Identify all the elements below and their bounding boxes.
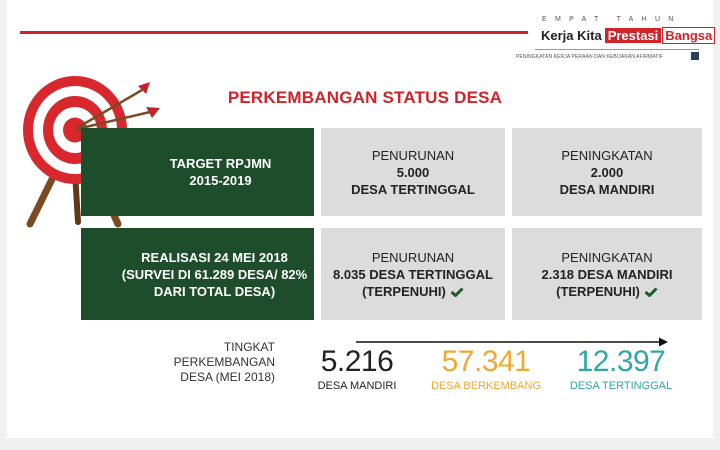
realisasi-box — [81, 228, 314, 320]
realisasi-penurunan-status-row — [333, 283, 493, 300]
realisasi-line-2: (SURVEI DI 61.289 DESA/ 82% — [121, 266, 308, 282]
brand-kerja-kita: Kerja Kita — [541, 28, 602, 43]
realisasi-peningkatan-value: 2.318 DESA MANDIRI — [541, 266, 673, 282]
target-penurunan-heading: PENURUNAN — [371, 147, 455, 163]
realisasi-penurunan-box — [321, 228, 505, 320]
target-peningkatan-heading: PENINGKATAN — [561, 147, 653, 163]
target-penurunan-box — [321, 128, 505, 216]
stat-label: DESA MANDIRI — [317, 380, 397, 392]
target-label-line-1: TARGET RPJMN — [169, 156, 272, 171]
tagline: PENINGKATAN KERJA PERAAN DAN KEBIJAKAN AFIRMATIF — [516, 54, 664, 60]
brand-prestasi: Prestasi — [605, 28, 662, 43]
stat-label: DESA TERTINGGAL — [569, 380, 673, 392]
target-penurunan-unit: DESA TERTINGGAL — [351, 181, 475, 197]
tingkat-perkembangan-label — [150, 340, 275, 385]
target-peningkatan-value: 2.000 — [590, 164, 624, 180]
realisasi-penurunan-value: 8.035 DESA TERTINGGAL — [333, 266, 493, 282]
stat-value: 12.397 — [576, 345, 666, 378]
realisasi-peningkatan-heading: PENINGKATAN — [561, 249, 653, 265]
check-icon — [644, 287, 658, 297]
stat-desa-mandiri — [314, 346, 400, 393]
check-icon — [450, 287, 464, 297]
realisasi-peningkatan-status-row — [542, 283, 673, 300]
brand-bangsa: Bangsa — [662, 27, 715, 44]
realisasi-line-3: DARI TOTAL DESA) — [153, 283, 276, 299]
target-peningkatan-box — [512, 128, 702, 216]
realisasi-penurunan-status: (TERPENUHI) — [362, 283, 446, 299]
brand-divider — [535, 49, 699, 50]
target-label-line-2: 2015-2019 — [189, 173, 252, 188]
brand-logo — [541, 28, 715, 44]
stat-desa-tertinggal — [566, 346, 676, 393]
realisasi-peningkatan-box — [512, 228, 702, 320]
page-title: PERKEMBANGAN STATUS DESA — [227, 88, 503, 107]
stat-value: 5.216 — [320, 345, 394, 378]
stat-desa-berkembang — [430, 346, 542, 393]
tagline-square-icon — [691, 52, 699, 60]
tingkat-line-3: DESA (MEI 2018) — [180, 370, 275, 384]
stat-label: DESA BERKEMBANG — [430, 380, 542, 392]
tingkat-line-1: TINGKAT — [223, 340, 275, 354]
right-edge — [713, 0, 720, 450]
target-rpjmn-box — [81, 128, 314, 216]
tingkat-line-2: PERKEMBANGAN — [173, 355, 275, 369]
bottom-edge — [0, 438, 720, 450]
realisasi-penurunan-heading: PENURUNAN — [371, 249, 455, 265]
left-edge — [0, 0, 7, 450]
target-peningkatan-unit: DESA MANDIRI — [559, 181, 655, 197]
realisasi-peningkatan-status: (TERPENUHI) — [556, 283, 640, 299]
realisasi-line-1: REALISASI 24 MEI 2018 — [141, 249, 288, 265]
header-red-line — [20, 31, 528, 34]
empat-tahun-text: EMPAT TAHUN — [542, 16, 682, 23]
stat-value: 57.341 — [441, 345, 531, 378]
target-penurunan-value: 5.000 — [396, 164, 430, 180]
